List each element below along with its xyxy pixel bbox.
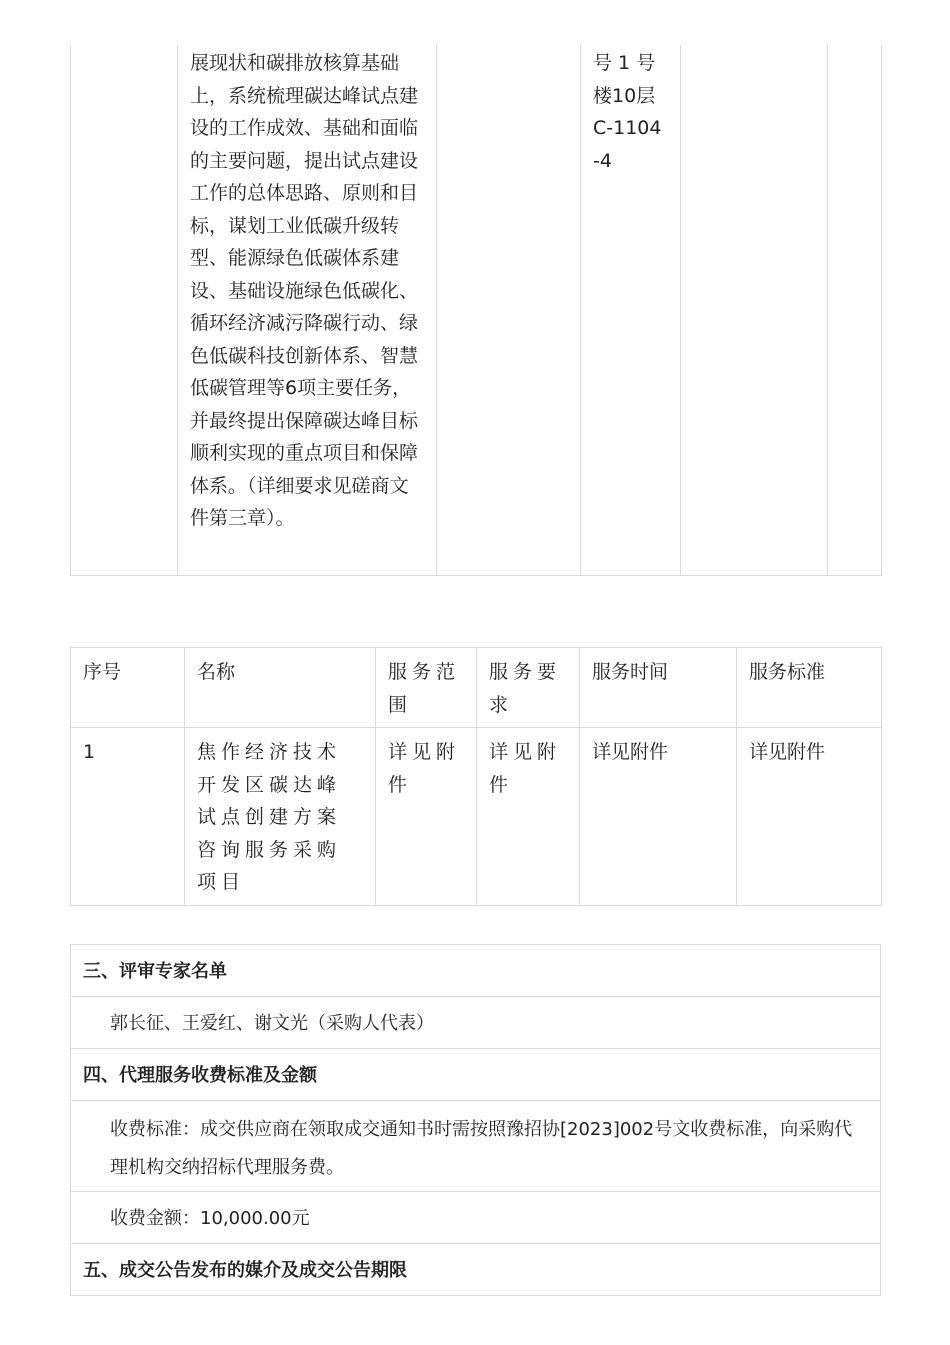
expert-list: 郭长征、王爱红、谢文光（采购人代表） — [71, 997, 880, 1049]
section-3-title: 三、评审专家名单 — [71, 945, 880, 997]
cell-index: 1 — [71, 728, 185, 906]
service-table — [70, 647, 882, 906]
cell-scope: 详见附件 — [376, 728, 477, 906]
table-header-row — [71, 648, 882, 728]
cell-requirement: 详见附件 — [477, 728, 580, 906]
header-standard: 服务标准 — [737, 648, 882, 728]
fee-amount: 收费金额：10,000.00元 — [71, 1192, 880, 1244]
section-5-title: 五、成交公告发布的媒介及成交公告期限 — [83, 1260, 407, 1281]
service-description-cell: 展现状和碳排放核算基础上，系统梳理碳达峰试点建设的工作成效、基础和面临的主要问题，提出试点建设工作的总体思路、原则和目标，谋划工业低碳升级转型、能源绿色低碳体系建设、基础设施绿色低碳化、循环经济减污降碳行动、绿色低碳科技创新体系、智慧低碳管理等6项主要任务，并最终提出保障碳达峰目标顺利实现的重点项目和保障体系。（详细要求见磋商文件第三章）。 — [178, 45, 437, 575]
table-row — [71, 728, 882, 906]
cell-time: 详见附件 — [580, 728, 737, 906]
address-cell: 号 1 号楼10层C-1104-4 — [581, 45, 681, 575]
table-cell-empty — [437, 45, 581, 575]
table-cell-empty — [828, 45, 882, 575]
header-requirement: 服务要求 — [477, 648, 580, 728]
section-4-title: 四、代理服务收费标准及金额 — [71, 1049, 880, 1101]
cell-name: 焦作经济技术开发区碳达峰试点创建方案咨询服务采购项目 — [185, 728, 376, 906]
cell-standard: 详见附件 — [737, 728, 882, 906]
table-row — [71, 45, 882, 575]
header-index: 序号 — [71, 648, 185, 728]
header-time: 服务时间 — [580, 648, 737, 728]
fee-standard: 收费标准：成交供应商在领取成交通知书时需按照豫招协[2023]002号文收费标准，向采购代理机构交纳招标代理服务费。 — [71, 1101, 880, 1192]
table-cell-empty — [681, 45, 828, 575]
table-cell-empty — [71, 45, 178, 575]
header-name: 名称 — [185, 648, 376, 728]
announcement-sections — [70, 944, 881, 1296]
header-scope: 服务范围 — [376, 648, 477, 728]
project-content-table-continuation — [70, 45, 882, 576]
